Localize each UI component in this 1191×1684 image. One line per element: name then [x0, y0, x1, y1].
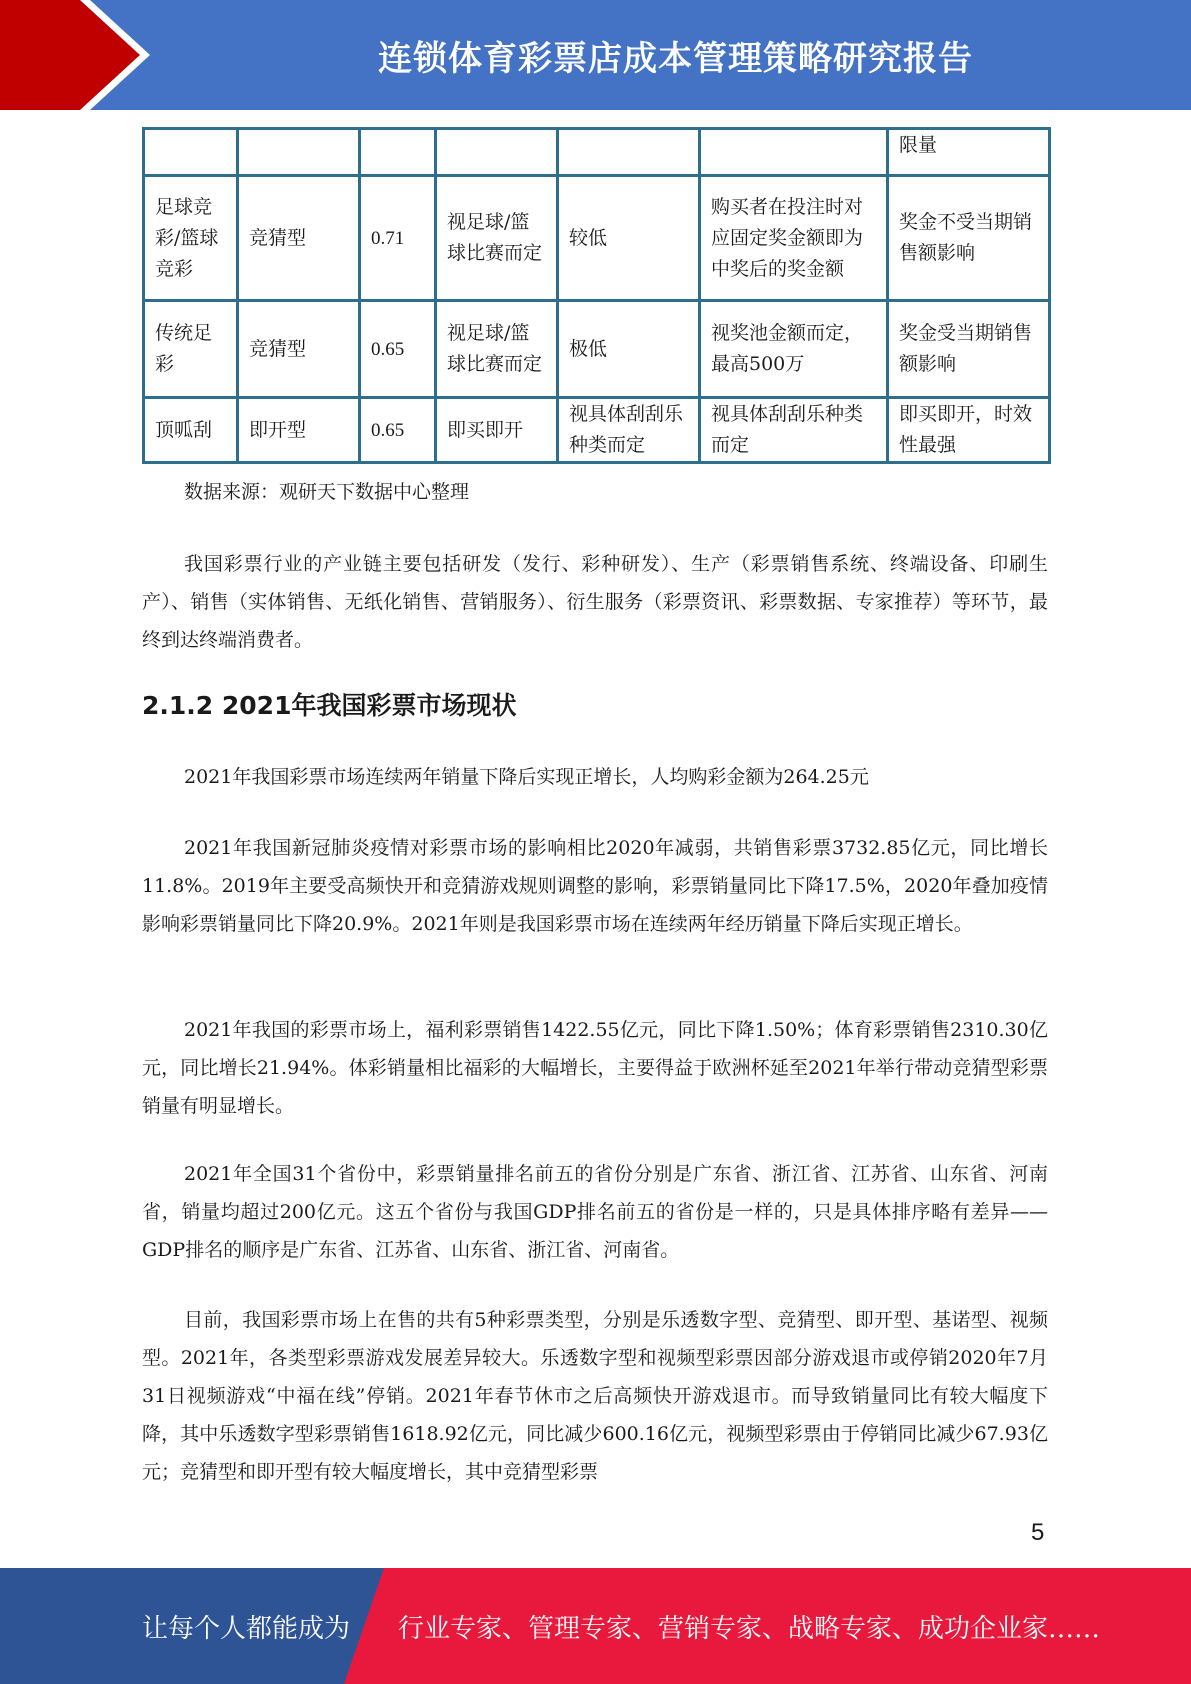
table-cell: 竞猜型 — [238, 176, 360, 301]
body-paragraph: 2021年我国新冠肺炎疫情对彩票市场的影响相比2020年减弱，共销售彩票3732.85亿元，同比增长11.8%。2019年主要受高频快开和竞猜游戏规则调整的影响，彩票销量同比下降17.5%，2020年叠加疫情影响彩票销量同比下降20.9%。2021年则是我国彩票市场在连续两年经历销量下降后实现正增长。 — [142, 837, 1048, 935]
table-row — [144, 129, 1050, 176]
header-arrow-decoration — [0, 0, 150, 110]
body-paragraph: 2021年我国彩票市场连续两年销量下降后实现正增长，人均购彩金额为264.25元 — [184, 766, 869, 788]
table-cell: 视足球/篮球比赛而定 — [436, 301, 558, 398]
section-heading: 2.1.2 2021年我国彩票市场现状 — [142, 691, 517, 720]
table-cell: 0.65 — [360, 301, 436, 398]
table-cell: 视具体刮刮乐种类而定 — [700, 398, 888, 463]
table-cell: 视足球/篮球比赛而定 — [436, 176, 558, 301]
table-cell: 购买者在投注时对应固定奖金额即为中奖后的奖金额 — [700, 176, 888, 301]
table-cell: 较低 — [558, 176, 700, 301]
table-cell: 竞猜型 — [238, 301, 360, 398]
page-header — [0, 0, 1191, 110]
table-cell: 视具体刮刮乐种类而定 — [558, 398, 700, 463]
page-footer — [0, 1568, 1191, 1684]
table-cell — [238, 129, 360, 176]
table-row — [144, 301, 1050, 398]
table-cell: 极低 — [558, 301, 700, 398]
table-row — [144, 176, 1050, 301]
table-cell: 即买即开，时效性最强 — [888, 398, 1050, 463]
page-number: 5 — [1031, 1519, 1045, 1546]
table-cell: 0.65 — [360, 398, 436, 463]
table-row — [144, 398, 1050, 463]
table-cell: 奖金受当期销售额影响 — [888, 301, 1050, 398]
body-paragraph: 2021年全国31个省份中，彩票销量排名前五的省份分别是广东省、浙江省、江苏省、山东省、河南省，销量均超过200亿元。这五个省份与我国GDP排名前五的省份是一样的，只是具体排序略有差异——GDP排名的顺序是广东省、江苏省、山东省、浙江省、河南省。 — [142, 1163, 1048, 1261]
table-cell: 即开型 — [238, 398, 360, 463]
table-cell: 顶呱刮 — [144, 398, 238, 463]
table-cell: 限量 — [888, 129, 1050, 176]
table-cell: 视奖池金额而定，最高500万 — [700, 301, 888, 398]
table-cell: 奖金不受当期销售额影响 — [888, 176, 1050, 301]
table-cell: 即买即开 — [436, 398, 558, 463]
table-cell — [144, 129, 238, 176]
table-cell — [558, 129, 700, 176]
footer-slogan-right: 行业专家、管理专家、营销专家、战略专家、成功企业家…… — [398, 1613, 1101, 1644]
lottery-types-table — [142, 127, 1051, 464]
header-title: 连锁体育彩票店成本管理策略研究报告 — [378, 38, 973, 79]
body-paragraph: 2021年我国的彩票市场上，福利彩票销售1422.55亿元，同比下降1.50%；体育彩票销售2310.30亿元，同比增长21.94%。体彩销量相比福彩的大幅增长，主要得益于欧洲杯延至2021年举行带动竞猜型彩票销量有明显增长。 — [142, 1019, 1048, 1117]
table-cell — [360, 129, 436, 176]
table-cell — [700, 129, 888, 176]
footer-slogan-left: 让每个人都能成为 — [142, 1613, 351, 1644]
body-paragraph: 目前，我国彩票市场上在售的共有5种彩票类型，分别是乐透数字型、竞猜型、即开型、基诺型、视频型。2021年，各类型彩票游戏发展差异较大。乐透数字型和视频型彩票因部分游戏退市或停销2020年7月31日视频游戏“中福在线”停销。2021年春节休市之后高频快开游戏退市。而导致销量同比有较大幅度下降，其中乐透数字型彩票销售1618.92亿元，同比减少600.16亿元，视频型彩票由于停销同比减少67.93亿元；竞猜型和即开型有较大幅度增长，其中竞猜型彩票 — [142, 1309, 1048, 1483]
table-source-note: 数据来源：观研天下数据中心整理 — [184, 481, 470, 503]
table-cell — [436, 129, 558, 176]
table-cell: 传统足彩 — [144, 301, 238, 398]
table-cell: 足球竞彩/篮球竞彩 — [144, 176, 238, 301]
intro-paragraph: 我国彩票行业的产业链主要包括研发（发行、彩种研发）、生产（彩票销售系统、终端设备、印刷生产）、销售（实体销售、无纸化销售、营销服务）、衍生服务（彩票资讯、彩票数据、专家推荐）等环节，最终到达终端消费者。 — [142, 553, 1048, 651]
table-cell: 0.71 — [360, 176, 436, 301]
